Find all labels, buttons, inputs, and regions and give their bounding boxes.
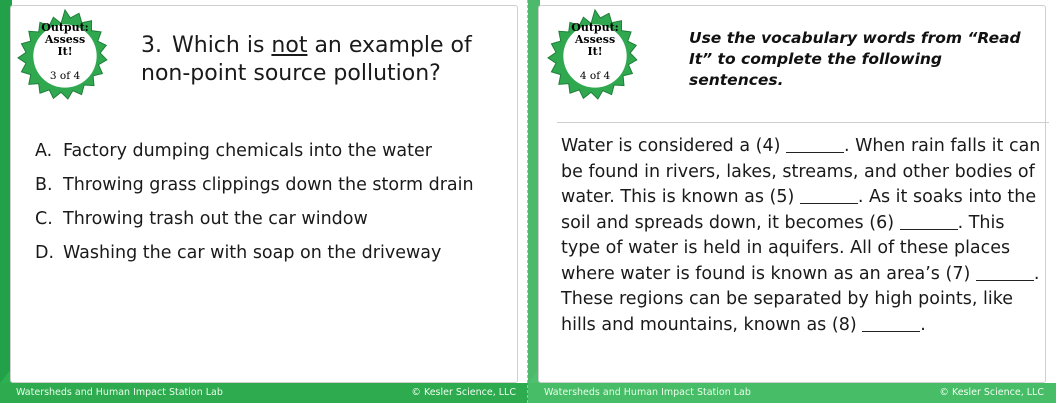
badge-line-2: Assess xyxy=(574,33,616,46)
answer-choices-list xyxy=(35,139,505,275)
question-number: 3. xyxy=(141,33,162,58)
list-item[interactable] xyxy=(35,139,505,163)
list-item[interactable] xyxy=(35,241,505,265)
choice-text: Factory dumping chemicals into the water xyxy=(63,141,432,161)
blank-field-4[interactable] xyxy=(786,137,844,153)
right-page xyxy=(528,0,1056,403)
passage-segment: Water is considered a (4) xyxy=(561,136,786,156)
output-assess-badge-right xyxy=(547,8,643,104)
badge-counter-left: 3 of 4 xyxy=(49,70,81,82)
choice-label: C. xyxy=(35,209,53,229)
badge-line-3: It! xyxy=(57,45,73,58)
choice-label: B. xyxy=(35,175,53,195)
list-item[interactable] xyxy=(35,207,505,231)
passage-segment: . This type of water is held in aquifers. All of these places where water is found is known as an area’s (7) xyxy=(561,212,1011,284)
section-divider xyxy=(557,122,1049,123)
blank-field-6[interactable] xyxy=(900,214,958,230)
passage-segment: . xyxy=(920,314,926,335)
passage-segment: . These regions can be separated by high points, like hills and mountains, known as (8) xyxy=(561,263,1040,335)
choice-text: Washing the car with soap on the driveway xyxy=(63,243,442,263)
question-text-underlined: not xyxy=(271,33,308,58)
choice-label: D. xyxy=(35,243,55,263)
left-footer xyxy=(0,383,528,403)
footer-title-left: Watersheds and Human Impact Station Lab xyxy=(16,387,223,398)
output-assess-badge-left xyxy=(17,8,113,104)
blank-field-7[interactable] xyxy=(976,265,1034,281)
right-card xyxy=(538,5,1046,383)
list-item[interactable] xyxy=(35,173,505,197)
right-footer xyxy=(528,383,1056,403)
choice-label: A. xyxy=(35,141,53,161)
left-card xyxy=(10,5,518,383)
badge-counter-right: 4 of 4 xyxy=(579,70,611,82)
question-text-part1: Which is xyxy=(172,33,272,58)
footer-title-right: Watersheds and Human Impact Station Lab xyxy=(544,387,751,398)
blank-field-8[interactable] xyxy=(862,316,920,332)
badge-line-3: It! xyxy=(587,45,603,58)
page-separator xyxy=(527,0,528,403)
blank-field-5[interactable] xyxy=(800,188,858,204)
question-text-part2: an example of non-point source pollution? xyxy=(141,33,472,86)
badge-title-right xyxy=(547,22,643,58)
footer-copyright-left: © Kesler Science, LLC xyxy=(411,387,516,398)
fill-in-the-blank-passage xyxy=(561,134,1047,338)
badge-line-1: Output: xyxy=(571,21,619,34)
choice-text: Throwing trash out the car window xyxy=(63,209,368,229)
question-title xyxy=(141,32,501,88)
badge-line-2: Assess xyxy=(44,33,86,46)
choice-text: Throwing grass clippings down the storm drain xyxy=(63,175,474,195)
instructions-text: Use the vocabulary words from “Read It” to complete the following sentences. xyxy=(689,29,1021,89)
footer-copyright-right: © Kesler Science, LLC xyxy=(939,387,1044,398)
passage-segment: . When rain falls it can be found in rivers, lakes, streams, and other bodies of water. This is known as (5) xyxy=(561,136,1041,207)
badge-line-1: Output: xyxy=(41,21,89,34)
passage-segment: . As it soaks into the soil and spreads down, it becomes (6) xyxy=(561,187,1037,233)
badge-title-left xyxy=(17,22,113,58)
